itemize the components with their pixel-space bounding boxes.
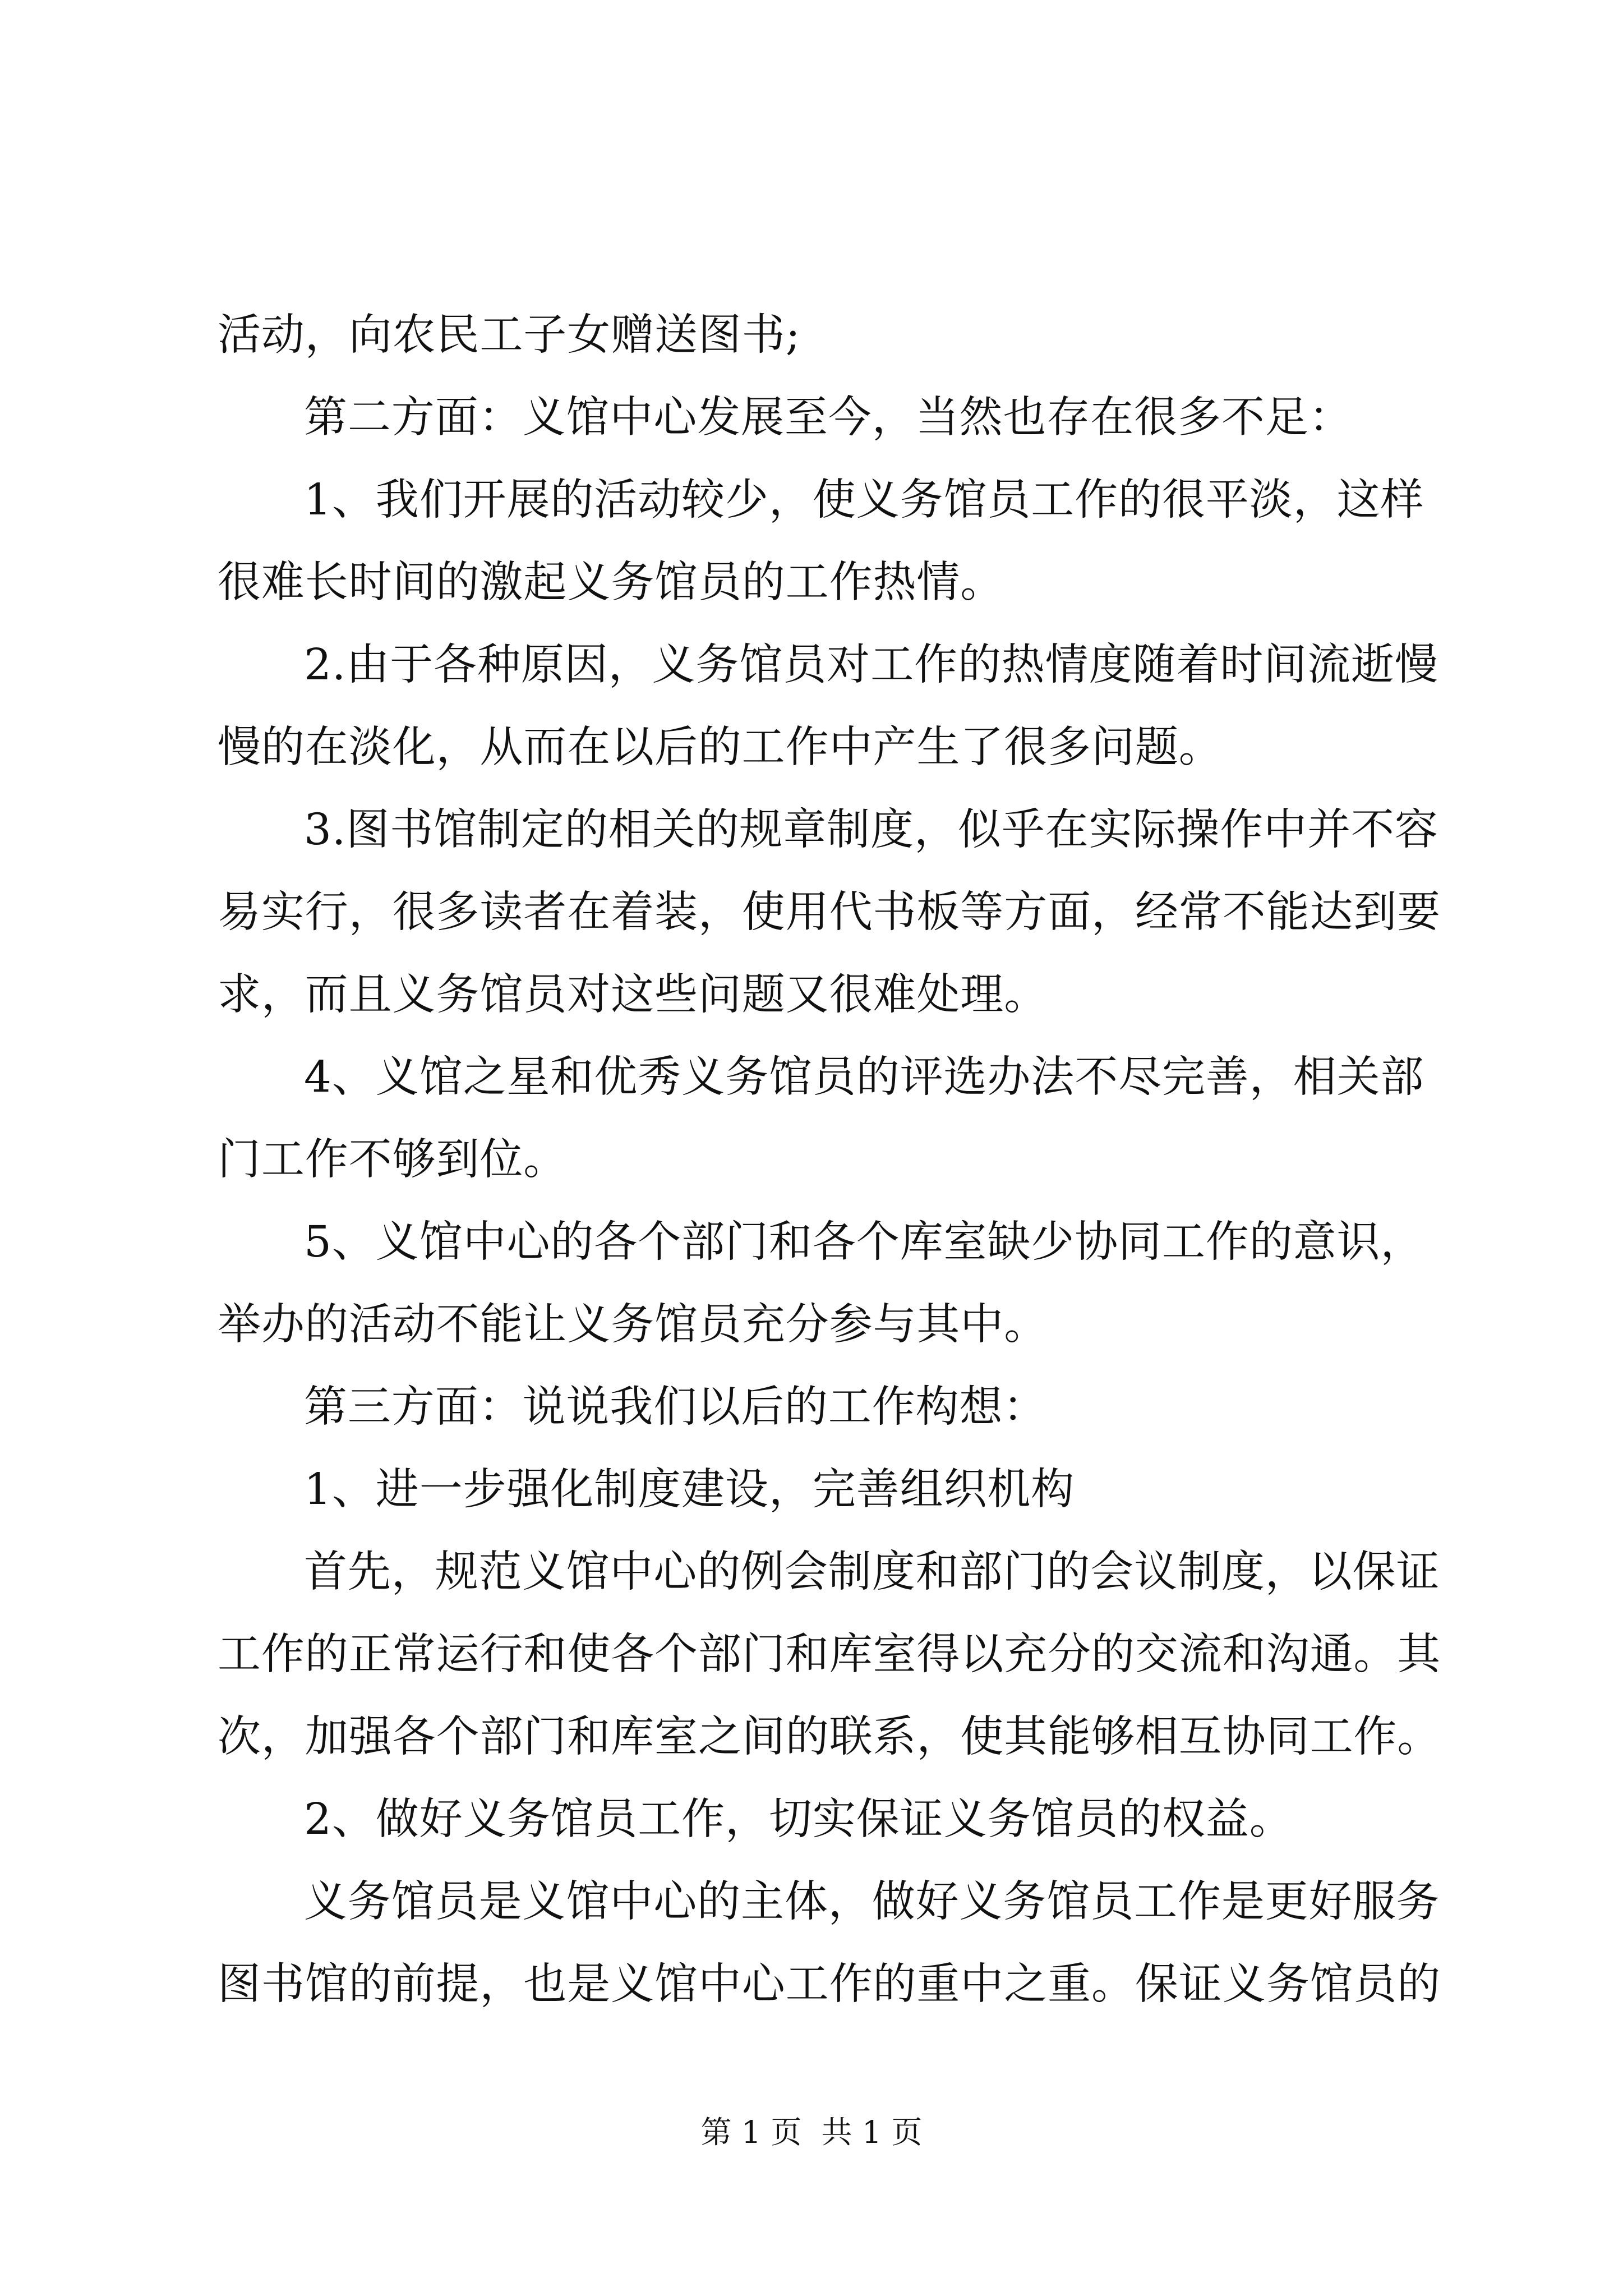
paragraph-line: 义务馆员是义馆中心的主体，做好义务馆员工作是更好服务	[304, 1877, 1440, 1927]
paragraph-line: 首先，规范义馆中心的例会制度和部门的会议制度，以保证	[304, 1547, 1440, 1597]
page-number-footer: 第 1 页 共 1 页	[700, 2114, 923, 2150]
subheading-line: 2、做好义务馆员工作，切实保证义务馆员的权益。	[304, 1795, 1293, 1844]
section-heading-line: 第三方面：说说我们以后的工作构想：	[304, 1382, 1047, 1432]
paragraph-line: 3.图书馆制定的相关的规章制度，似乎在实际操作中并不容	[304, 805, 1438, 855]
subheading-line: 1、进一步强化制度建设，完善组织机构	[304, 1465, 1075, 1515]
paragraph-line: 次，加强各个部门和库室之间的联系，使其能够相互协同工作。	[218, 1712, 1441, 1762]
paragraph-line: 2.由于各种原因，义务馆员对工作的热情度随着时间流逝慢	[304, 640, 1438, 690]
paragraph-line: 工作的正常运行和使各个部门和库室得以充分的交流和沟通。其	[218, 1630, 1441, 1680]
paragraph-line: 4、义馆之星和优秀义务馆员的评选办法不尽完善，相关部	[304, 1052, 1424, 1102]
paragraph-line: 求，而且义务馆员对这些问题又很难处理。	[218, 970, 1048, 1020]
paragraph-line: 易实行，很多读者在着装，使用代书板等方面，经常不能达到要	[218, 887, 1441, 937]
paragraph-line: 举办的活动不能让义务馆员充分参与其中。	[218, 1300, 1048, 1350]
paragraph-line: 慢的在淡化，从而在以后的工作中产生了很多问题。	[218, 723, 1223, 772]
paragraph-line: 5、义馆中心的各个部门和各个库室缺少协同工作的意识，	[304, 1217, 1424, 1267]
paragraph-line: 图书馆的前提，也是义馆中心工作的重中之重。保证义务馆员的	[218, 1959, 1441, 2009]
paragraph-line: 门工作不够到位。	[218, 1135, 568, 1185]
paragraph-line: 很难长时间的激起义务馆员的工作热情。	[218, 558, 1004, 608]
section-heading-line: 第二方面：义馆中心发展至今，当然也存在很多不足：	[304, 393, 1353, 443]
paragraph-line: 1、我们开展的活动较少，使义务馆员工作的很平淡，这样	[304, 475, 1424, 525]
paragraph-line: 活动，向农民工子女赠送图书;	[218, 310, 801, 360]
